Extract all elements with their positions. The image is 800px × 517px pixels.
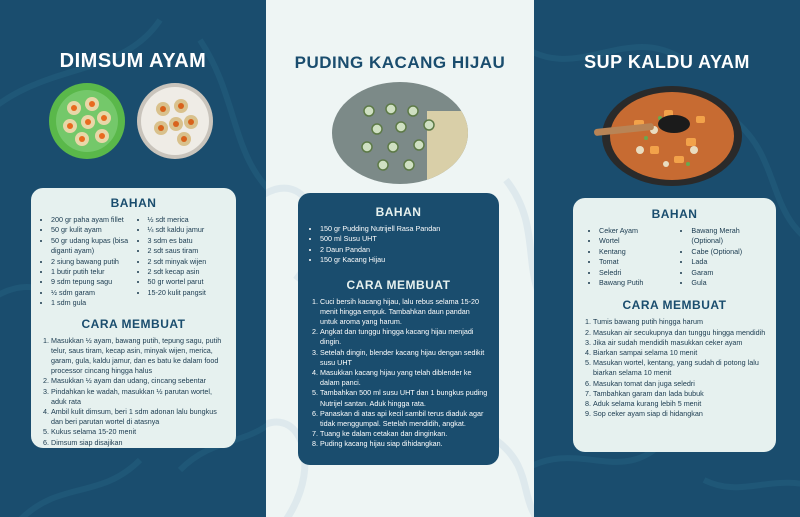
panel-sup <box>534 0 800 517</box>
ingredient-item: • Ceker Ayam <box>599 226 679 236</box>
puding-cups-photo <box>331 81 469 186</box>
sup-recipe-card <box>573 198 776 452</box>
ingredient-item: • 2 sdt kecap asin <box>148 267 228 277</box>
step-item: 9. Sop ceker ayam siap di hidangkan <box>593 409 768 419</box>
step-item: 4. Masukkan kacang hijau yang telah diblender ke dalam panci. <box>320 368 489 388</box>
ingredient-item: • Gula <box>691 278 768 288</box>
puding-ingredients-heading: BAHAN <box>375 205 422 219</box>
puding-steps-heading: CARA MEMBUAT <box>346 277 451 292</box>
dimsum-recipe-card <box>31 188 236 448</box>
step-item: 8. Puding kacang hijau siap dihidangkan. <box>320 439 489 449</box>
step-item: 7. Tuang ke dalam cetakan dan dinginkan. <box>320 429 489 439</box>
ingredient-item: • 50 gr wortel parut <box>148 277 228 287</box>
step-item: 2. Angkat dan tunggu hingga kacang hijau menjadi dingin. <box>320 327 489 347</box>
ingredient-item: • Garam <box>691 268 768 278</box>
sup-steps-heading: CARA MEMBUAT <box>622 298 727 313</box>
ingredient-item: • 150 gr Kacang Hijau <box>320 255 489 265</box>
ingredient-item: • ¼ sdt kaldu jamur <box>148 225 228 235</box>
ingredient-item: • Cabe (Optional) <box>691 247 768 257</box>
step-item: 3. Jika air sudah mendidih masukkan ceker ayam <box>593 338 768 348</box>
ingredient-item: • Kentang <box>599 247 679 257</box>
sup-ingredients-heading: BAHAN <box>651 207 698 221</box>
step-item: 5. Kukus selama 15-20 menit <box>51 427 228 437</box>
step-item: 1. Tumis bawang putih hingga harum <box>593 317 768 327</box>
step-item: 2. Masukan air secukupnya dan tunggu hingga mendidih <box>593 328 768 338</box>
ingredient-item: • 150 gr Pudding Nutrijell Rasa Pandan <box>320 224 489 234</box>
step-item: 5. Masukan wortel, kentang, yang sudah di potong lalu biarkan selama 10 menit <box>593 358 768 378</box>
ingredient-item: • 9 sdm tepung sagu <box>51 277 136 287</box>
dimsum-steps-heading: CARA MEMBUAT <box>81 316 186 331</box>
ingredient-item: • 1 butir putih telur <box>51 267 136 277</box>
soup-pot-photo <box>594 80 744 188</box>
step-item: 2. Masukkan ½ ayam dan udang, cincang sebentar <box>51 376 228 386</box>
step-item: 3. Setelah dingin, blender kacang hijau dengan sedikit susu UHT <box>320 348 489 368</box>
puding-steps-list <box>308 297 489 450</box>
dimsum-ingredients-list <box>39 215 228 309</box>
step-item: 1. Cuci bersih kacang hijau, lalu rebus selama 15-20 menit hingga empuk. Tambahkan daun pandan untuk aroma yang harum. <box>320 297 489 328</box>
ingredient-item: • Lada <box>691 257 768 267</box>
puding-ingredients-list <box>308 224 489 266</box>
ingredient-item: • 50 gr udang kupas (bisa diganti ayam) <box>51 236 136 257</box>
sup-ingredients-list <box>581 226 768 288</box>
step-item: 4. Biarkan sampai selama 10 menit <box>593 348 768 358</box>
ingredient-item: • Bawang Putih <box>599 278 679 288</box>
ingredient-item: • 2 Daun Pandan <box>320 245 489 255</box>
ingredient-item: • 500 ml Susu UHT <box>320 234 489 244</box>
ingredient-item: • 3 sdm es batu <box>148 236 228 246</box>
ingredient-item: • ½ sdt merica <box>148 215 228 225</box>
sup-title: SUP KALDU AYAM <box>584 52 750 72</box>
step-item: 1. Masukkan ½ ayam, bawang putih, tepung sagu, putih telur, saus tiram, kecap asin, minyak wijen, merica, garam, gula, kaldu jamur, dan es batu ke dalam food processor cincang hingga halus <box>51 336 228 377</box>
ingredient-item: • Seledri <box>599 268 679 278</box>
ingredient-item: • Bawang Merah (Optional) <box>691 226 768 247</box>
panel-dimsum <box>0 0 266 517</box>
sup-steps-list <box>581 317 768 419</box>
dimsum-plate-photo-1 <box>48 82 126 160</box>
panel-puding <box>266 0 534 517</box>
ingredient-item: • 50 gr kulit ayam <box>51 225 136 235</box>
ingredient-item: • 200 gr paha ayam fillet <box>51 215 136 225</box>
ingredient-item: • Tomat <box>599 257 679 267</box>
ingredient-item: • 2 siung bawang putih <box>51 257 136 267</box>
dimsum-title: DIMSUM AYAM <box>59 50 207 72</box>
puding-title: PUDING KACANG HIJAU <box>294 53 506 72</box>
step-item: 6. Dimsum siap disajikan <box>51 438 228 448</box>
ingredient-item: • 1 sdm gula <box>51 298 136 308</box>
step-item: 8. Aduk selama kurang lebih 5 menit <box>593 399 768 409</box>
step-item: 7. Tambahkan garam dan lada bubuk <box>593 389 768 399</box>
puding-recipe-card <box>298 193 499 465</box>
step-item: 5. Tambahkan 500 ml susu UHT dan 1 bungkus puding Nutrijel santan. Aduk hingga rata. <box>320 388 489 408</box>
step-item: 6. Panaskan di atas api kecil sambil terus diaduk agar tidak menggumpal. Setelah mendidih, angkat. <box>320 409 489 429</box>
dimsum-steps-list <box>39 336 228 448</box>
ingredient-item: • ½ sdm garam <box>51 288 136 298</box>
dimsum-plate-photo-2 <box>136 82 214 160</box>
dimsum-ingredients-heading: BAHAN <box>110 196 157 210</box>
step-item: 3. Pindahkan ke wadah, masukkan ½ parutan wortel, aduk rata <box>51 387 228 407</box>
ingredient-item: • Wortel <box>599 236 679 246</box>
ingredient-item: • 2 sdt saus tiram <box>148 246 228 256</box>
ingredient-item: • 2 sdt minyak wijen <box>148 257 228 267</box>
step-item: 4. Ambil kulit dimsum, beri 1 sdm adonan lalu bungkus dan beri parutan wortel di atasnya <box>51 407 228 427</box>
ingredient-item: • 15-20 kulit pangsit <box>148 288 228 298</box>
step-item: 6. Masukan tomat dan juga seledri <box>593 379 768 389</box>
